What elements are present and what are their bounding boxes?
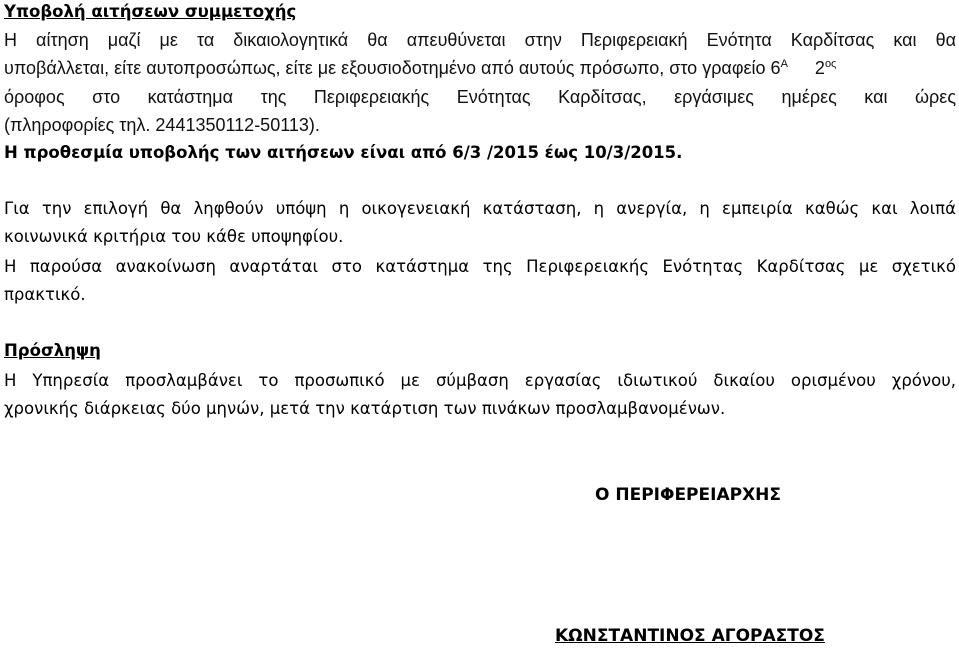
criteria-line-3: Η παρούσα ανακοίνωση αναρτάται στο κατάστημα της Περιφερειακής Ενότητας Καρδίτσας με σχετικό <box>4 257 956 276</box>
signature-title: Ο ΠΕΡΙΦΕΡΕΙΑΡΧΗΣ <box>595 485 782 505</box>
hiring-line-2: χρονικής διάρκειας δύο μηνών, μετά την κατάρτιση των πινάκων προσλαμβανομένων. <box>4 399 726 418</box>
floor-number: 2 <box>814 58 825 78</box>
submission-line-2 <box>4 58 956 79</box>
submission-line-1: Η αίτηση μαζί με τα δικαιολογητικά θα απευθύνεται στην Περιφερειακή Ενότητα Καρδίτσας και θα <box>4 30 956 50</box>
submission-line-2-text: υποβάλλεται, είτε αυτοπροσώπως, είτε με εξουσιοδοτημένο από αυτούς πρόσωπο, στο γραφείο 6 <box>4 58 781 78</box>
submission-line-3: όροφος στο κατάστημα της Περιφερειακής Ενότητας Καρδίτσας, εργάσιμες ημέρες και ώρες <box>4 87 956 107</box>
criteria-line-2: κοινωνικά κριτήρια του κάθε υποψηφίου. <box>4 227 344 246</box>
signature-name: ΚΩΝΣΤΑΝΤΙΝΟΣ ΑΓΟΡΑΣΤΟΣ <box>555 626 825 646</box>
criteria-line-4: πρακτικό. <box>4 285 86 304</box>
submission-line-4: (πληροφορίες τηλ. 2441350112-50113). <box>4 115 320 135</box>
criteria-line-1: Για την επιλογή θα ληφθούν υπόψη η οικογενειακή κατάσταση, η ανεργία, η εμπειρία καθώς και λοιπά <box>4 199 956 218</box>
submission-heading: Υποβολή αιτήσεων συμμετοχής <box>4 2 297 21</box>
hiring-heading: Πρόσληψη <box>4 341 101 360</box>
floor-superscript-1: Α <box>780 58 788 70</box>
deadline-line: Η προθεσμία υποβολής των αιτήσεων είναι από 6/3 /2015 έως 10/3/2015. <box>4 143 683 162</box>
floor-superscript-2: ος <box>824 58 837 70</box>
hiring-line-1: Η Υπηρεσία προσλαμβάνει το προσωπικό με σύμβαση εργασίας ιδιωτικού δικαίου ορισμένου χρόνου, <box>4 371 956 390</box>
